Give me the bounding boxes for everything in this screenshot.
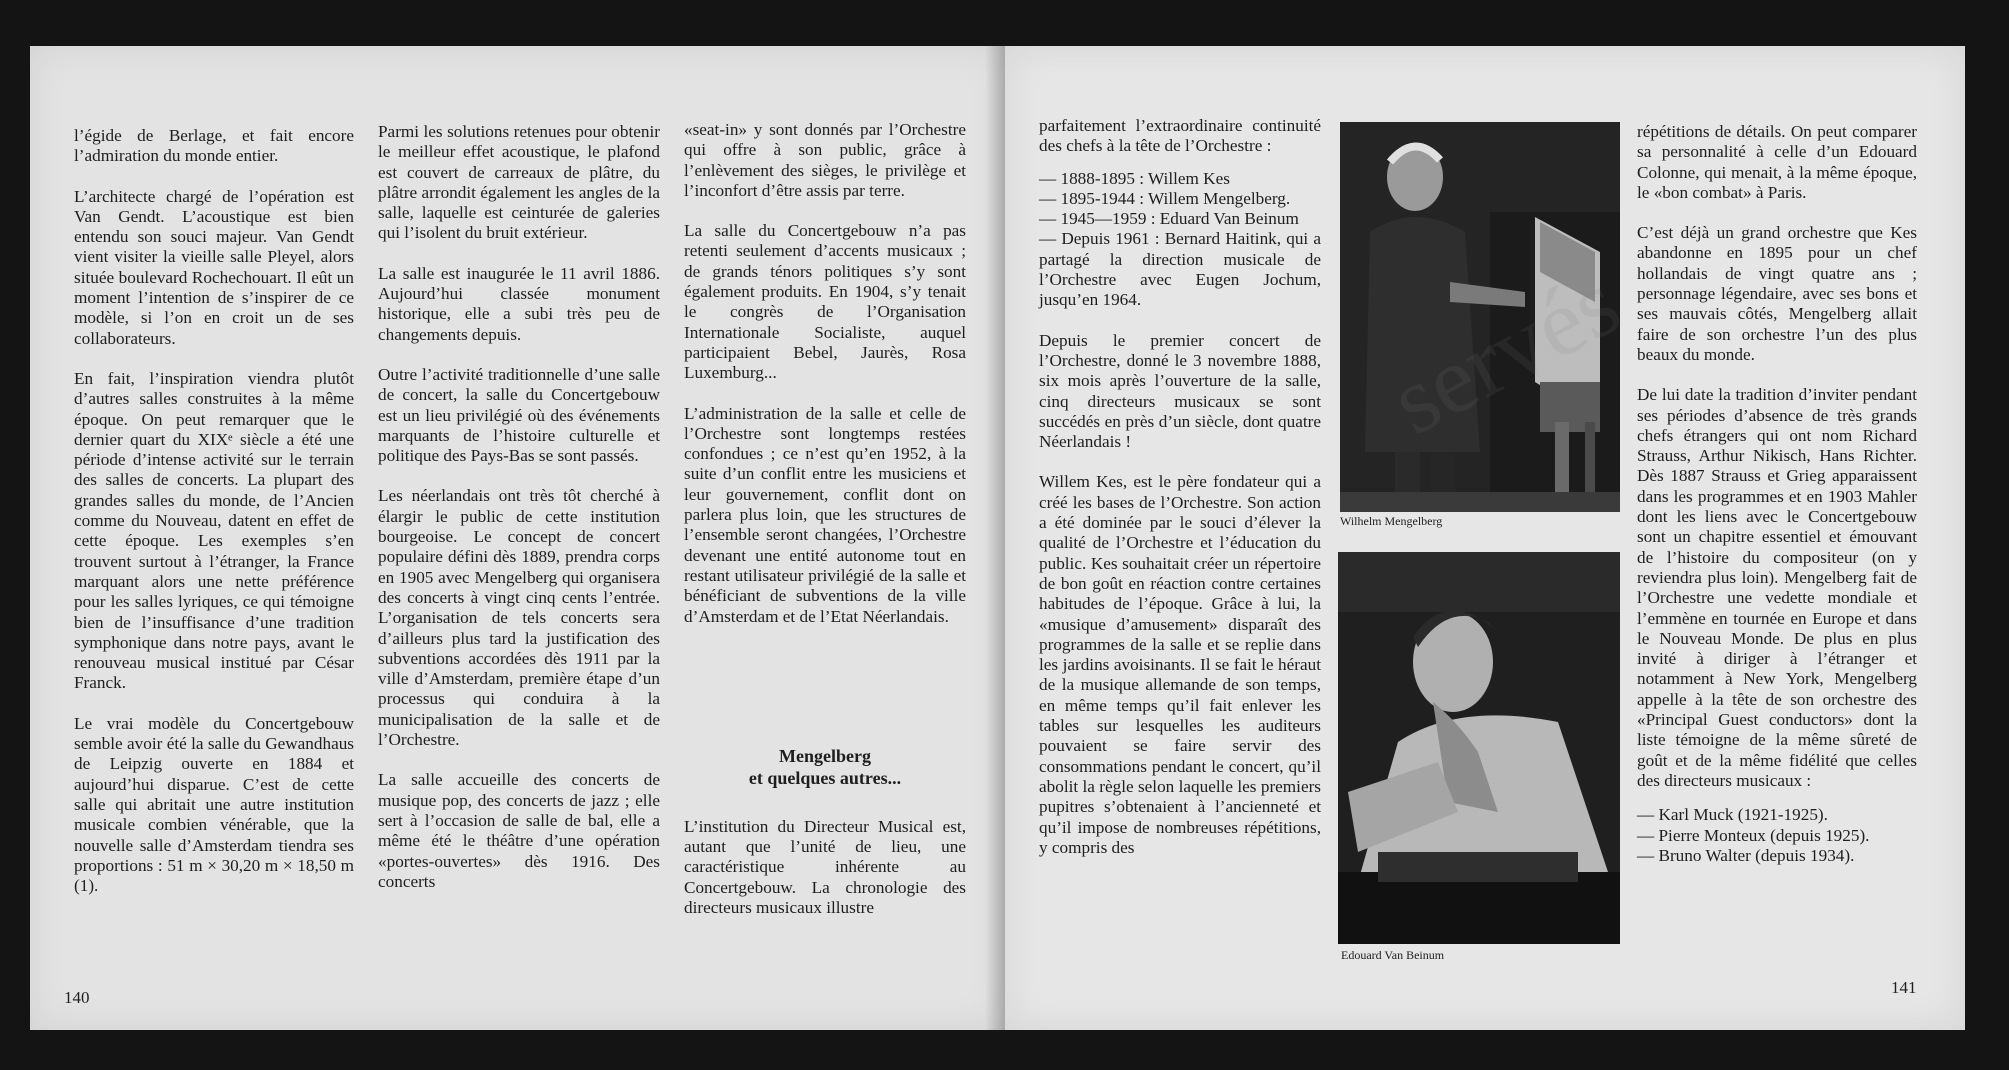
photo-caption: Edouard Van Beinum (1341, 948, 1445, 962)
photo-caption: Wilhelm Mengelberg (1340, 514, 1443, 528)
paragraph: De lui date la tradition d’inviter pendant ses périodes d’absence de très grands chefs étrangers qui ont nom Richard Strauss, Arthur Nikisch, Hans Richter. Dès 1887 Strauss et Grieg apparaissent dans les programmes et en 1903 Mahler dont les liens avec le Concertgebouw sont un chapitre essentiel et émouvant de l’histoire du compositeur (on y reviendra plus loin). Mengelberg fait de l’Orchestre une vedette mondiale et l’emmène en tournée en Europe et dans le Nouveau Monde. De plus en plus invité à diriger à l’étranger et notamment à New York, Mengelberg appelle à la tête de son orchestre des «Principal Guest conductors» dont la liste témoigne de la même sûreté de goût et de la même fidélité que celles des directeurs musicaux : (1637, 385, 1917, 790)
guest-conductor-list (1637, 805, 1917, 866)
list-item: — 1945—1959 : Eduard Van Beinum (1039, 209, 1299, 229)
paragraph: L’administration de la salle et celle de l’Orchestre sont longtemps restées confondues ; ce n’est qu’en 1952, à la suite d’un conflit entre les musiciens et leur gouvernement, conflit dont on parlera plus loin, que les structures de l’ensemble seront changées, l’Orchestre devenant une entité autonome tout en restant utilisateur privilégié de la salle et bénéficiant de subventions de la ville d’Amsterdam et de l’Etat Néerlandais. (684, 403, 966, 626)
left-column-1 (74, 126, 354, 916)
list-item: — 1888-1895 : Willem Kes (1039, 168, 1230, 188)
paragraph: Parmi les solutions retenues pour obtenir le meilleur effet acoustique, le plafond est couvert de carreaux de plâtre, du plâtre arrondit également les angles de la salle, laquelle est ceinturée de galeries qui l’isolent du bruit extérieur. (378, 122, 660, 243)
paragraph: l’égide de Berlage, et fait encore l’admiration du monde entier. (74, 126, 354, 166)
section-heading-line-2: et quelques autres... (748, 767, 902, 788)
section-heading (684, 745, 966, 789)
list-item: — Pierre Monteux (depuis 1925). (1637, 825, 1870, 845)
list-item: — Bruno Walter (depuis 1934). (1637, 845, 1855, 865)
paragraph: En fait, l’inspiration viendra plutôt d’autres salles construites à la même époque. On peut remarquer que le dernier quart du XIXᵉ siècle a été une période d’intense activité sur le terrain des salles de concerts. La plupart des grandes salles du monde, de l’Ancien comme du Nouveau, datent en effet de cette époque. Les exemples s’en trouvent surtout à l’étranger, la France marquant alors une nette préférence pour les salles lyriques, ce qui témoigne bien de l’insuffisance d’une tradition symphonique dans notre pays, avant le renouveau musical institué par César Franck. (74, 368, 354, 693)
portrait-image (1340, 122, 1620, 512)
paragraph: «seat-in» y sont donnés par l’Orchestre qui offre à son public, grâce à l’enlèvement des sièges, le privilège et l’inconfort d’être assis par terre. (684, 120, 966, 200)
paragraph: La salle est inaugurée le 11 avril 1886. Aujourd’hui classée monument historique, elle a subi très peu de changements depuis. (378, 263, 660, 344)
paragraph: répétitions de détails. On peut comparer sa personnalité à celle d’un Edouard Colonne, qui menait, à la même époque, le «bon combat» à Paris. (1637, 122, 1917, 202)
paragraph: Le vrai modèle du Concertgebouw semble avoir été la salle du Gewandhaus de Leipzig ouverte en 1884 et aujourd’hui disparue. C’est de cette salle qui abritait une autre institution musicale combien vénérable, que la nouvelle salle d’Amsterdam tiendra ses proportions : 51 m × 30,20 m × 18,50 m (1). (74, 713, 354, 896)
paragraph: L’architecte chargé de l’opération est Van Gendt. L’acoustique est bien entendu son souci majeur. Van Gendt vient visiter la vieille salle Pleyel, alors située boulevard Rochechouart. Il eût un moment l’intention de s’inspirer de ce modèle, si l’on en croit un de ses collaborateurs. (74, 186, 354, 348)
right-column-1 (1039, 116, 1321, 878)
photo-mengelberg (1340, 122, 1620, 512)
left-page (30, 46, 1005, 1030)
director-list (1039, 169, 1321, 311)
paragraph: La salle accueille des concerts de musique pop, des concerts de jazz ; elle sert à l’occasion de salle de bal, elle a même été le théâtre d’une opération «portes-ouvertes» dès 1916. Des concerts (378, 770, 660, 891)
right-page (1005, 46, 1965, 1030)
left-column-2 (378, 122, 660, 912)
left-column-3 (684, 120, 966, 938)
paragraph: Depuis le premier concert de l’Orchestre, donné le 3 novembre 1888, six mois après l’ouverture de la salle, cinq directeurs musicaux se sont succédés en près d’un siècle, dont quatre Néerlandais ! (1039, 330, 1321, 452)
section-heading-line-1: Mengelberg (779, 745, 871, 766)
paragraph: Les néerlandais ont très tôt cherché à élargir le public de cette institution bourgeoise. Le concept de concert populaire défini dès 1889, prendra corps en 1905 avec Mengelberg qui organisera des concerts à vingt cinq cents l’entrée. L’organisation de tels concerts sera d’ailleurs plus tard la justification des subventions accordées dès 1911 par la ville d’Amsterdam, première étape d’un processus qui conduira à la municipalisation de la salle et de l’Orchestre. (378, 486, 660, 750)
page-number: 140 (64, 988, 90, 1007)
list-item: — 1895-1944 : Willem Mengelberg. (1039, 188, 1291, 208)
paragraph: C’est déjà un grand orchestre que Kes abandonne en 1895 pour un chef hollandais de vingt quatre ans ; personnage légendaire, avec ses bons et ses mauvais côtés, Mengelberg allait faire de son orchestre l’un des plus beaux du monde. (1637, 223, 1917, 364)
paragraph: L’institution du Directeur Musical est, autant que l’unité de lieu, une caractéristique inhérente au Concertgebouw. La chronologie des directeurs musicaux illustre (684, 816, 966, 918)
paragraph: Willem Kes, est le père fondateur qui a créé les bases de l’Orchestre. Son action a été dominée par le souci d’élever la qualité de l’Orchestre et l’éducation du public. Kes souhaitait créer un répertoire de bon goût en réaction contre certaines habitudes de l’époque. Grâce à lui, la «musique d’amusement» disparaît des programmes de la salle et se replie dans les jardins avoisinants. Il se fait le héraut de la musique allemande de son temps, en même temps qu’il fait enlever les tables sur lesquelles les auditeurs pouvaient se faire servir des consommations pendant le concert, qu’il abolit la règle selon laquelle les premiers pupitres s’obtenaient à l’ancienneté et qu’il impose de nombreuses répétitions, y compris des (1039, 472, 1321, 857)
paragraph: Outre l’activité traditionnelle d’une salle de concert, la salle du Concertgebouw est un lieu privilégié où des événements marquants de l’histoire culturelle et politique des Pays-Bas se sont passés. (378, 364, 660, 466)
paragraph: parfaitement l’extraordinaire continuité des chefs à la tête de l’Orchestre : (1039, 116, 1321, 156)
list-item: — Karl Muck (1921-1925). (1637, 805, 1828, 825)
page-number: 141 (1891, 978, 1917, 997)
paragraph: La salle du Concertgebouw n’a pas retenti seulement d’accents musicaux ; de grands ténors politiques s’y sont également produits. En 1904, s’y tenait le congrès de l’Organisation Internationale Socialiste, auquel participaient Bebel, Jaurès, Rosa Luxemburg... (684, 221, 966, 383)
portrait-image (1338, 552, 1620, 944)
right-column-3 (1637, 122, 1917, 866)
photo-van-beinum (1338, 552, 1620, 944)
list-item: — Depuis 1961 : Bernard Haitink, qui a partagé la direction musicale de l’Orchestre avec Eugen Jochum, jusqu’en 1964. (1039, 229, 1321, 310)
